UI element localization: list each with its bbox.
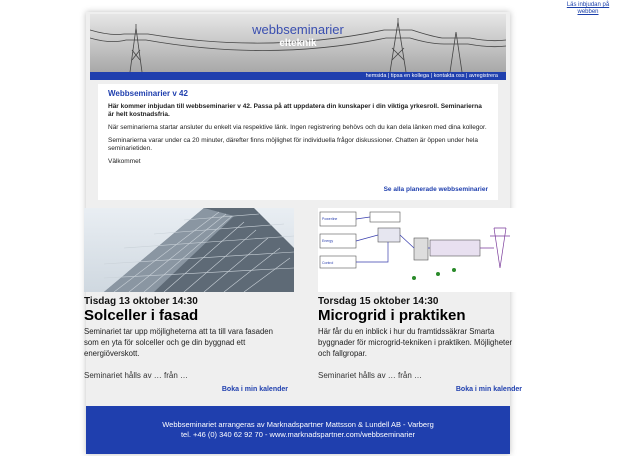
seminar-1-description: Seminariet tar upp möjligheterna att ta till vara fasaden som en yta för solceller och ge din byggnad ett energiöverskott. [84, 327, 273, 358]
newsletter-sheet [84, 12, 522, 454]
seminar-2-calendar-link[interactable]: Boka i min kalender [455, 386, 522, 393]
seminar-2-title: Microgrid i praktiken [318, 307, 466, 324]
svg-text:Energy: Energy [322, 239, 334, 243]
footer-organizer: Webbseminariet arrangeras av Marknadspartner Mattsson & Lundell AB - Varberg [162, 420, 434, 429]
header-banner [90, 14, 506, 72]
header-nav[interactable]: hemsida | tipsa en kollega | kontakta oss | avregistrera [90, 72, 506, 80]
intro-paragraph-2: Seminarierna varar under ca 20 minuter, därefter finns möjlighet för individuella frågor diskussioner. Chatten är öppen under hela seminarietiden. [108, 137, 478, 152]
seminar-1-calendar-link[interactable]: Boka i min kalender [221, 386, 288, 393]
footer [86, 406, 510, 454]
all-seminars-link[interactable]: Se alla planerade webbseminarier [383, 186, 488, 193]
header-title: webbseminarier [252, 22, 344, 37]
header-subtitle: elteknik [279, 38, 317, 49]
microgrid-diagram-image [318, 208, 528, 292]
intro-welcome: Välkommet [108, 158, 141, 165]
seminar-2-description: Här får du en inblick i hur du framtidssäkrar Smarta byggnader för microgrid-tekniken i praktiken. Möjligheter och fallgropar. [318, 327, 513, 358]
seminar-card-1 [84, 208, 288, 393]
seminar-1-date: Tisdag 13 oktober 14:30 [84, 296, 198, 307]
svg-text:Control: Control [322, 261, 334, 265]
seminar-2-speaker: Seminariet hålls av … från … [318, 371, 423, 380]
intro-box [98, 84, 498, 200]
seminar-1-title: Solceller i fasad [84, 307, 199, 324]
view-in-browser-link[interactable]: Läs inbjudan på webben [566, 2, 610, 15]
intro-lead: Här kommer inbjudan till webbseminarier v 42. Passa på att uppdatera din kunskaper i din viktiga yrkesroll. Seminarierna är helt kostnadsfria. [108, 103, 482, 118]
seminar-card-2 [318, 208, 522, 393]
seminar-1-speaker: Seminariet hålls av … från … [84, 371, 189, 380]
intro-heading: Webbseminarier v 42 [108, 89, 188, 98]
seminar-2-date: Torsdag 15 oktober 14:30 [318, 296, 439, 307]
footer-contact[interactable]: tel. +46 (0) 340 62 92 70 - www.marknadspartner.com/webbseminarier [180, 430, 416, 439]
svg-text:Powerline: Powerline [322, 217, 338, 221]
building-facade-image [84, 208, 294, 292]
intro-paragraph-1: När seminarierna startar ansluter du enkelt via respektive länk. Ingen registrering behövs och du kan dela länken med dina kollegor. [108, 124, 487, 131]
